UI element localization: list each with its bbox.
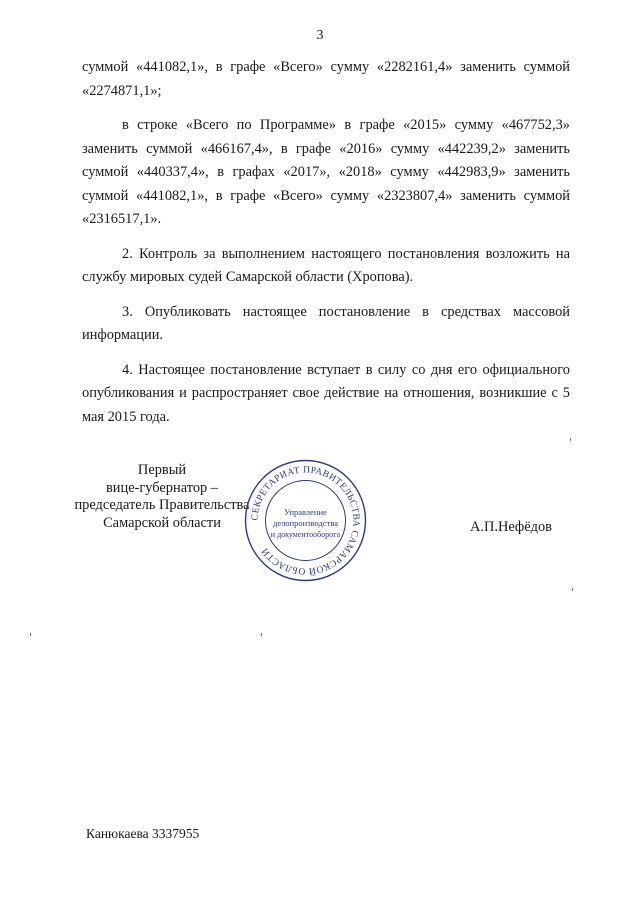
scan-speck: [572, 588, 573, 591]
position-line: председатель Правительства: [74, 497, 250, 513]
stamp-center-line: делопроизводства: [273, 518, 338, 528]
signatory-name: А.П.Нефёдов: [470, 519, 552, 535]
paragraph-program-total: в строке «Всего по Программе» в графе «2015» сумму «467752,3» заменить суммой «466167,4», в графе «2016» сумму «442239,2» заменить суммой «440337,4», в графах «2017», «2018» сумму «442983,9» заменить суммой «441082,1», в графе «Всего» сумму «2323807,4» заменить суммой «2316517,1».: [82, 117, 570, 227]
scan-speck: [30, 633, 31, 636]
official-stamp: [243, 458, 368, 583]
position-line: Самарской области: [103, 514, 221, 531]
scan-speck: [261, 633, 262, 636]
signatory-position: [72, 462, 252, 532]
stamp-ring-text: СЕКРЕТАРИАТ ПРАВИТЕЛЬСТВА САМАРСКОЙ ОБЛАСТИ: [250, 465, 361, 576]
paragraph-item-3: 3. Опубликовать настоящее постановление в средствах массовой информации.: [82, 303, 570, 343]
scan-speck: [570, 438, 571, 441]
page-number: 3: [316, 28, 324, 43]
stamp-center-line: и документооборота: [270, 530, 341, 539]
document-body: [82, 56, 570, 429]
paragraph-continuation: суммой «441082,1», в графе «Всего» сумму «2282161,4» заменить суммой «2274871,1»;: [82, 59, 570, 99]
paragraph-item-4: 4. Настоящее постановление вступает в силу со дня его официального опубликования и распространяет свое действие на отношения, возникшие с 5 мая 2015 года.: [82, 361, 570, 425]
position-line: Первый: [137, 462, 187, 478]
stamp-seal: [243, 458, 368, 583]
paragraph-item-2: 2. Контроль за выполнением настоящего постановления возложить на службу мировых судей Самарской области (Хропова).: [82, 245, 570, 285]
stamp-center-line: Управление: [284, 507, 327, 517]
position-line: вице-губернатор –: [106, 479, 218, 496]
executor-contact: Канюкаева 3337955: [86, 826, 200, 841]
